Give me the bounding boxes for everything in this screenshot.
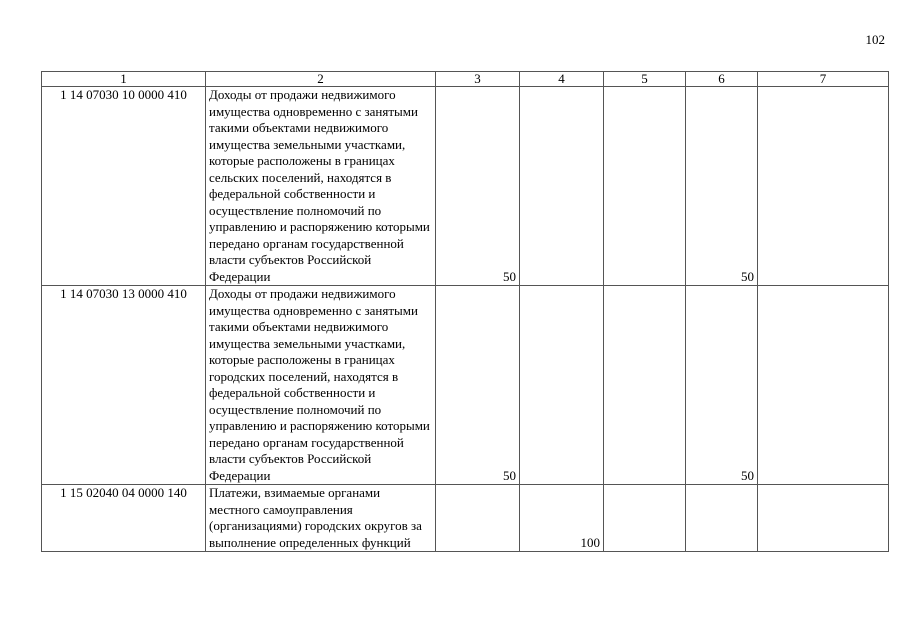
page-number: 102 [865,32,885,47]
value-cell-col5 [604,87,686,286]
value-cell-col5 [604,286,686,485]
income-name-cell: Доходы от продажи недвижимого имущества одновременно с занятыми такими объектами недвижимого имущества земельными участками, которые расположены в границах сельских поселений, находятся в федеральной собственности и осуществление полномочий по управлению и распоряжению которыми передано органам государственной власти субъектов Российской Федерации [206,87,436,286]
column-header-2: 2 [206,72,436,87]
income-name-cell: Платежи, взимаемые органами местного самоуправления (организациями) городских округов за выполнение определенных функций [206,485,436,552]
value-cell-col4: 100 [520,485,604,552]
value-cell-col6: 50 [686,87,758,286]
budget-code-cell: 1 15 02040 04 0000 140 [42,485,206,552]
value-cell-col6: 50 [686,286,758,485]
income-name-cell: Доходы от продажи недвижимого имущества одновременно с занятыми такими объектами недвижимого имущества земельными участками, которые расположены в границах городских поселений, находятся в федеральной собственности и осуществление полномочий по управлению и распоряжению которыми передано органам государственной власти субъектов Российской Федерации [206,286,436,485]
value-cell-col4 [520,87,604,286]
value-cell-col3: 50 [436,286,520,485]
column-number-row [42,72,889,87]
value-cell-col4 [520,286,604,485]
column-header-5: 5 [604,72,686,87]
column-header-7: 7 [758,72,889,87]
value-cell-col7 [758,485,889,552]
value-cell-col3: 50 [436,87,520,286]
value-cell-col5 [604,485,686,552]
column-header-1: 1 [42,72,206,87]
value-cell-col7 [758,87,889,286]
budget-code-cell: 1 14 07030 13 0000 410 [42,286,206,485]
table-row [42,485,889,552]
value-cell-col6 [686,485,758,552]
table-row [42,286,889,485]
value-cell-col3 [436,485,520,552]
column-header-6: 6 [686,72,758,87]
value-cell-col7 [758,286,889,485]
revenue-table [41,71,889,552]
column-header-4: 4 [520,72,604,87]
column-header-3: 3 [436,72,520,87]
budget-code-cell: 1 14 07030 10 0000 410 [42,87,206,286]
table-row [42,87,889,286]
